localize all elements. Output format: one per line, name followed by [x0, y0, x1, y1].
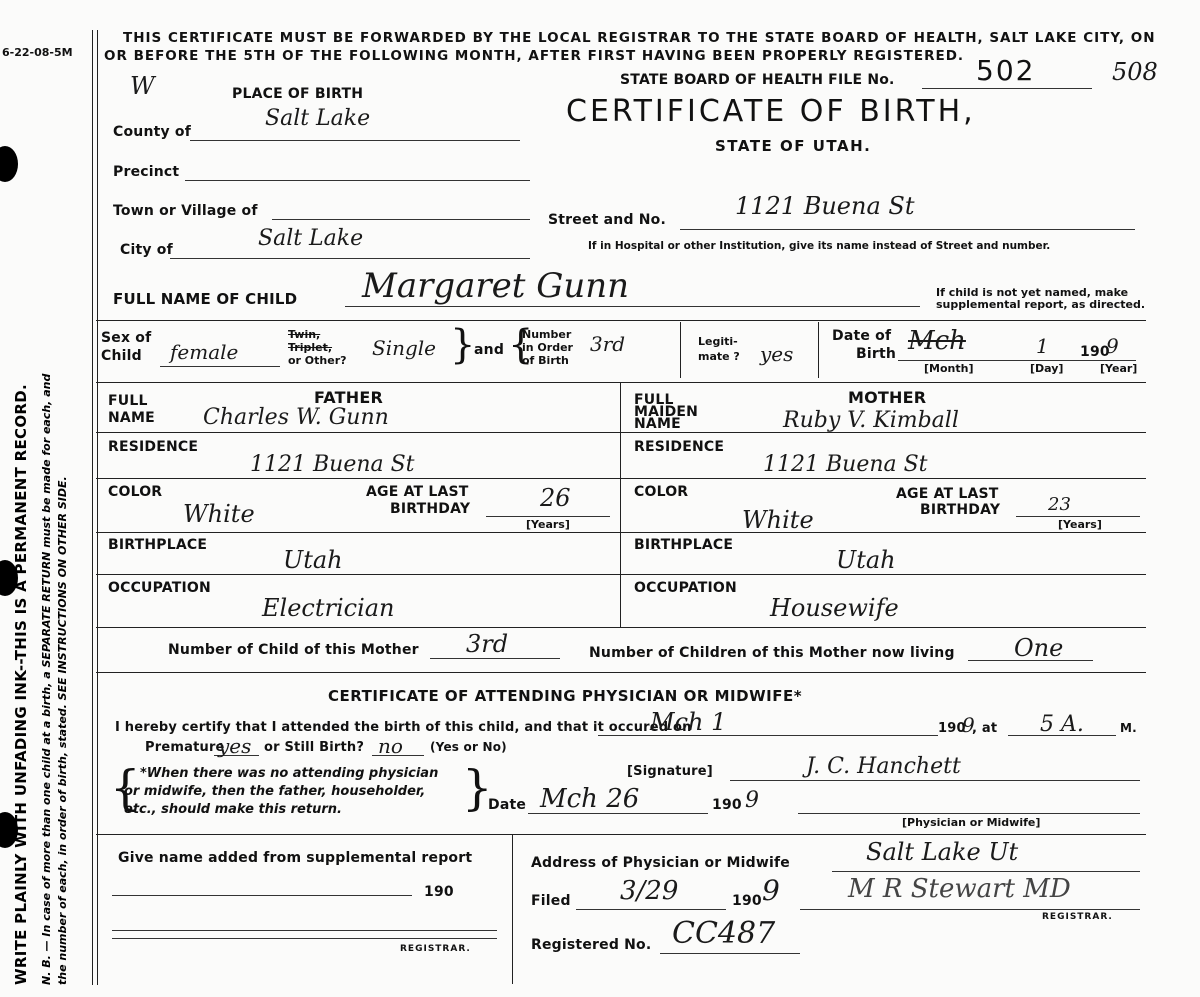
rule-bottom-divider — [512, 834, 513, 984]
dob-label-1: Date of — [832, 328, 892, 344]
father-color-label: COLOR — [108, 484, 163, 500]
mother-residence-label: RESIDENCE — [634, 439, 725, 455]
physician-date-value: Mch 26 — [540, 784, 640, 814]
dob-month-caption: [Month] — [924, 362, 974, 375]
mother-color-label: COLOR — [634, 484, 689, 500]
certify-date-line — [598, 735, 938, 736]
supplemental-registrar-caption: REGISTRAR. — [400, 944, 471, 954]
father-age-label-2: BIRTHDAY — [390, 501, 471, 517]
precinct-line — [185, 180, 530, 181]
rule-dob-left — [818, 322, 819, 378]
legit-label-1: Legiti- — [698, 335, 738, 348]
rule-father-residence — [96, 478, 620, 479]
sex-label-2: Child — [101, 348, 142, 364]
registrar-signature: M R Stewart MD — [848, 874, 1071, 904]
father-age-label-1: AGE AT LAST — [366, 484, 469, 500]
physician-year-prefix: 190 — [938, 721, 966, 736]
physician-date-year-prefix: 190 — [712, 797, 742, 813]
signature-label: [Signature] — [627, 764, 713, 779]
yes-no-label: (Yes or No) — [430, 740, 507, 754]
physician-date-year: 9 — [745, 788, 759, 813]
dob-day: 1 — [1036, 334, 1049, 358]
father-residence-value: 1121 Buena St — [250, 452, 415, 477]
father-age-line — [486, 516, 610, 517]
child-number-line — [430, 658, 560, 659]
signature-line — [730, 780, 1140, 781]
note-brace-left: { — [110, 760, 141, 816]
sex-value: female — [170, 340, 239, 364]
mother-maiden-label: MAIDEN — [634, 404, 699, 420]
physician-at-label: , at — [972, 721, 998, 736]
mother-occupation-value: Housewife — [770, 594, 899, 622]
filed-label: Filed — [531, 893, 571, 909]
mother-name-value: Ruby V. Kimball — [783, 408, 959, 433]
frame-left-inner — [97, 30, 98, 985]
premature-value: yes — [218, 734, 252, 758]
registered-number-label: Registered No. — [531, 937, 652, 953]
child-name-line — [345, 306, 920, 307]
filed-year-prefix: 190 — [732, 893, 762, 909]
physician-role-caption: [Physician or Midwife] — [902, 816, 1041, 829]
twin-label-3: or Other? — [288, 354, 347, 367]
physician-date-label: Date — [488, 797, 527, 813]
side-instruction-nb-1: N. B. — In case of more than one child at a birth, a SEPARATE RETURN must be made for each, and — [40, 373, 53, 985]
twin-value: Single — [372, 336, 437, 360]
father-birthplace-label: BIRTHPLACE — [108, 537, 208, 553]
father-years-caption: [Years] — [526, 518, 570, 531]
twin-label-2: Triplet, — [288, 341, 333, 354]
filed-value: 3/29 — [620, 876, 679, 906]
father-color-value: White — [183, 500, 255, 528]
dob-year-prefix: 190 — [1080, 344, 1110, 360]
father-name-value: Charles W. Gunn — [203, 405, 389, 430]
mother-years-caption: [Years] — [1058, 518, 1102, 531]
dob-year-caption: [Year] — [1100, 362, 1138, 375]
mother-occupation-label: OCCUPATION — [634, 580, 737, 596]
file-number: 502 — [976, 54, 1036, 87]
place-of-birth-heading: PLACE OF BIRTH — [232, 86, 364, 102]
city-line — [170, 258, 530, 259]
child-name-note-1: If child is not yet named, make — [936, 286, 1129, 299]
physician-address-label: Address of Physician or Midwife — [531, 855, 790, 871]
registrar-line — [800, 909, 1140, 910]
filed-line — [576, 909, 726, 910]
rule-child-top — [96, 320, 1146, 321]
rule-mother-color — [620, 532, 1146, 533]
notice-line-2: OR BEFORE THE 5TH OF THE FOLLOWING MONTH, AFTER FIRST HAVING BEEN PROPERLY REGISTERED. — [104, 48, 965, 64]
file-number-line — [922, 88, 1092, 89]
physician-address-value: Salt Lake Ut — [866, 838, 1019, 866]
child-name-value: Margaret Gunn — [362, 266, 630, 306]
state-label: STATE OF UTAH. — [715, 137, 872, 155]
living-value: One — [1014, 634, 1064, 662]
child-number-value: 3rd — [466, 630, 509, 658]
rule-parents-top — [96, 382, 1146, 383]
physician-time: 5 A. — [1040, 712, 1084, 737]
mother-age-label-1: AGE AT LAST — [896, 486, 999, 502]
child-name-label: FULL NAME OF CHILD — [113, 290, 298, 308]
physician-role-line — [798, 813, 1140, 814]
side-instruction-nb-2: the number of each, in order of birth, stated. SEE INSTRUCTIONS ON OTHER SIDE. — [56, 476, 69, 985]
precinct-label: Precinct — [113, 164, 180, 180]
supplemental-heading: Give name added from supplemental report — [118, 850, 473, 866]
town-label: Town or Village of — [113, 203, 258, 219]
certificate-title: CERTIFICATE OF BIRTH, — [566, 94, 976, 129]
rule-mother-residence — [620, 478, 1146, 479]
supplemental-year-prefix: 190 — [424, 884, 454, 900]
still-birth-label: or Still Birth? — [264, 740, 365, 755]
dob-year: 9 — [1106, 334, 1119, 358]
dob-month: Mch — [908, 326, 966, 356]
father-occupation-label: OCCUPATION — [108, 580, 211, 596]
file-number-annotation: 508 — [1112, 58, 1158, 86]
mother-age-value: 23 — [1048, 494, 1071, 515]
binder-hole-top — [0, 146, 18, 182]
county-value: Salt Lake — [265, 106, 371, 131]
rule-parents-divider — [620, 382, 621, 627]
certify-text: I hereby certify that I attended the birth of this child, and that it occured on — [115, 720, 692, 735]
mother-name-label: NAME — [634, 416, 681, 432]
father-occupation-value: Electrician — [262, 594, 395, 622]
registrar-caption: REGISTRAR. — [1042, 912, 1113, 922]
legit-value: yes — [760, 342, 794, 366]
physician-heading: CERTIFICATE OF ATTENDING PHYSICIAN OR MIDWIFE* — [328, 687, 803, 705]
father-age-value: 26 — [540, 484, 571, 512]
order-label-3: of Birth — [522, 354, 569, 367]
premature-label: Premature — [145, 740, 225, 755]
rule-physician-top — [96, 672, 1146, 673]
physician-m-label: M. — [1120, 721, 1137, 735]
twin-brace: } — [450, 322, 476, 368]
street-line — [680, 229, 1135, 230]
street-value: 1121 Buena St — [735, 192, 915, 220]
rule-legit-left — [680, 322, 681, 378]
physician-birth-date: Mch 1 — [650, 708, 727, 736]
note-line-2: or midwife, then the father, householder, — [124, 784, 426, 799]
supplemental-line-2 — [112, 930, 497, 931]
rule-father-birthplace — [96, 574, 620, 575]
mother-color-value: White — [742, 506, 814, 534]
physician-year: 9 — [962, 713, 975, 737]
filed-year: 9 — [762, 874, 780, 907]
mother-age-label-2: BIRTHDAY — [920, 502, 1001, 518]
mother-age-line — [1016, 516, 1140, 517]
father-heading: FATHER — [314, 388, 383, 407]
county-line — [190, 140, 520, 141]
sex-label-1: Sex of — [101, 330, 152, 346]
mother-full-label: FULL — [634, 392, 674, 408]
order-value: 3rd — [590, 332, 626, 356]
father-full-label: FULL — [108, 393, 148, 409]
twin-label-1: Twin, — [288, 328, 321, 341]
city-label: City of — [120, 242, 173, 258]
registered-number-line — [660, 953, 800, 954]
rule-bottom-section-top — [96, 834, 1146, 835]
physician-address-line — [832, 871, 1140, 872]
frame-left — [92, 30, 93, 985]
dob-line — [898, 360, 1136, 361]
order-label-1: Number — [522, 328, 572, 341]
mother-birthplace-label: BIRTHPLACE — [634, 537, 734, 553]
mother-residence-value: 1121 Buena St — [763, 452, 928, 477]
father-birthplace-value: Utah — [283, 546, 343, 574]
legit-label-2: mate ? — [698, 350, 740, 363]
street-label: Street and No. — [548, 212, 666, 228]
corner-mark: W — [130, 72, 155, 100]
child-number-label: Number of Child of this Mother — [168, 642, 419, 658]
side-instruction-main: WRITE PLAINLY WITH UNFADING INK--THIS IS A PERMANENT RECORD. — [12, 383, 30, 985]
rule-mother-birthplace — [620, 574, 1146, 575]
father-name-label: NAME — [108, 410, 155, 426]
still-birth-value: no — [378, 734, 403, 758]
county-label: County of — [113, 124, 192, 140]
city-value: Salt Lake — [258, 226, 364, 251]
mother-heading: MOTHER — [848, 388, 927, 407]
mother-birthplace-value: Utah — [836, 546, 896, 574]
file-number-label: STATE BOARD OF HEALTH FILE No. — [620, 72, 895, 88]
signature-value: J. C. Hanchett — [806, 754, 961, 779]
rule-father-name — [96, 432, 620, 433]
note-brace-right: } — [462, 760, 493, 816]
order-label-2: in Order — [522, 341, 573, 354]
registered-number-value: CC487 — [672, 916, 776, 951]
rule-parents-bottom — [96, 627, 1146, 628]
hospital-note: If in Hospital or other Institution, give its name instead of Street and number. — [588, 240, 1051, 252]
form-code: 6-22-08-5M — [2, 46, 73, 59]
town-line — [272, 219, 530, 220]
notice-line-1: THIS CERTIFICATE MUST BE FORWARDED BY THE LOCAL REGISTRAR TO THE STATE BOARD OF HEALTH, SALT LAKE CITY, ON — [123, 30, 1156, 46]
living-label: Number of Children of this Mother now living — [589, 645, 955, 661]
supplemental-line-1 — [112, 895, 412, 896]
and-label: and — [474, 342, 505, 358]
sex-line — [160, 366, 280, 367]
order-brace: { — [508, 322, 534, 368]
rule-mother-name — [620, 432, 1146, 433]
father-residence-label: RESIDENCE — [108, 439, 199, 455]
dob-label-2: Birth — [856, 346, 897, 362]
child-name-note-2: supplemental report, as directed. — [936, 298, 1146, 311]
note-line-3: etc., should make this return. — [124, 802, 342, 817]
note-line-1: *When there was no attending physician — [140, 766, 439, 781]
rule-father-color — [96, 532, 620, 533]
dob-day-caption: [Day] — [1030, 362, 1064, 375]
supplemental-line-3 — [112, 938, 497, 939]
